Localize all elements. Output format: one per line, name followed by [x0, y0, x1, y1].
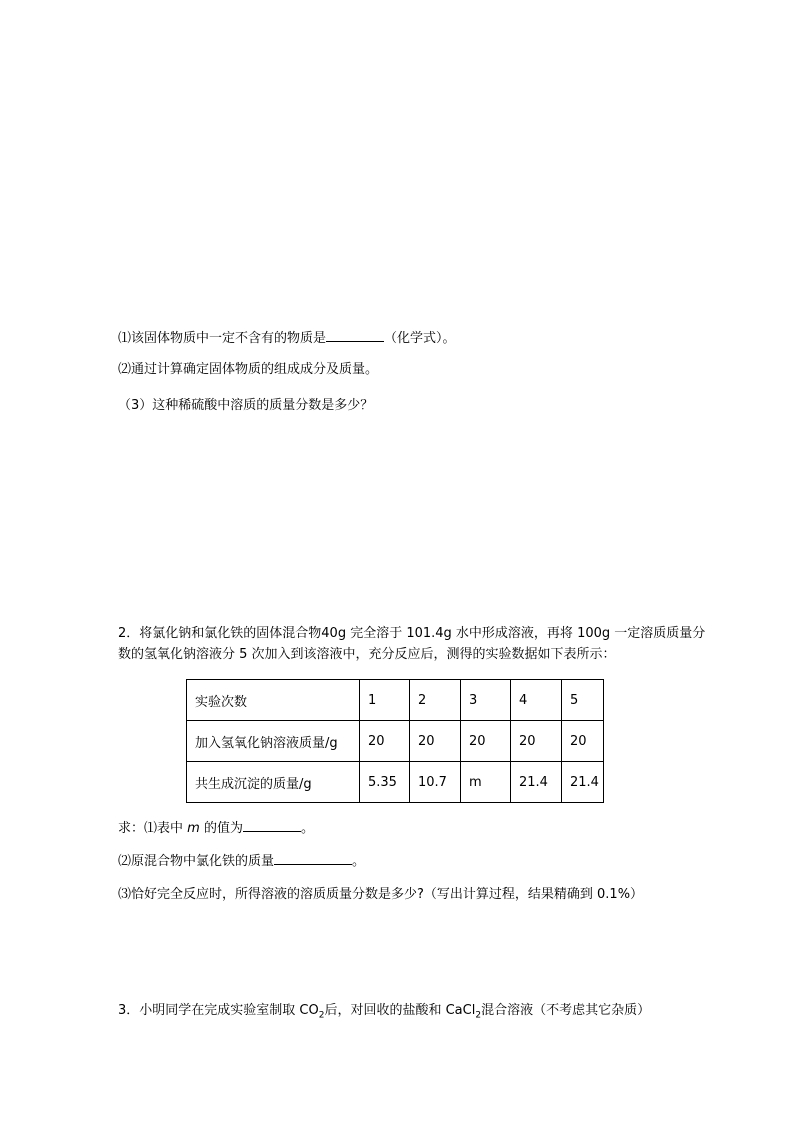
- table-row: [187, 680, 604, 721]
- question-1-part-3: （3）这种稀硫酸中溶质的质量分数是多少？: [118, 398, 374, 413]
- table-cell: 实验次数: [187, 680, 360, 721]
- table-cell: 2: [410, 680, 461, 721]
- question-2-intro-line-1: 2．将氯化钠和氯化铁的固体混合物40g 完全溶于 101.4g 水中形成溶液，再将 100g 一定溶质质量分: [118, 626, 706, 641]
- q3-subscript: 2: [475, 1010, 482, 1021]
- table-cell: 5: [562, 680, 604, 721]
- table-cell: 20: [511, 721, 562, 762]
- table-cell: 20: [360, 721, 410, 762]
- q3-text-mid: 后，对回收的盐酸和 CaCl: [324, 1003, 476, 1018]
- table-cell: 3: [461, 680, 511, 721]
- table-cell: 20: [410, 721, 461, 762]
- table-row: [187, 762, 604, 803]
- table-cell: 1: [360, 680, 410, 721]
- sub-2-text: ⑵原混合物中氯化铁的质量: [118, 854, 275, 869]
- table-cell: 加入氢氧化钠溶液质量/g: [187, 721, 360, 762]
- table-cell: 4: [511, 680, 562, 721]
- part-1-suffix: （化学式）。: [384, 331, 456, 346]
- table-row: [187, 721, 604, 762]
- table-cell: 21.4: [562, 762, 604, 803]
- sub-2-suffix: 。: [352, 854, 366, 869]
- table-cell: 20: [461, 721, 511, 762]
- experiment-data-table: [186, 679, 604, 803]
- question-2-sub-3: ⑶恰好完全反应时，所得溶液的溶质质量分数是多少?（写出计算过程，结果精确到 0.1%）: [118, 887, 644, 902]
- answer-blank[interactable]: [326, 327, 384, 342]
- table-cell: 共生成沉淀的质量/g: [187, 762, 360, 803]
- question-2-intro-line-2: 数的氢氧化钠溶液分 5 次加入到该溶液中，充分反应后，测得的实验数据如下表所示：: [118, 647, 616, 662]
- question-3-intro: [118, 1002, 650, 1025]
- question-2-sub-1: [118, 817, 314, 838]
- sub-1-text: 求：⑴表中: [118, 821, 188, 836]
- q3-text: 3．小明同学在完成实验室制取 CO: [118, 1003, 319, 1018]
- table-cell: m: [461, 762, 511, 803]
- table-cell: 20: [562, 721, 604, 762]
- question-1-part-1: [118, 327, 456, 348]
- table-cell: 21.4: [511, 762, 562, 803]
- sub-1-text-mid: 的值为: [199, 821, 243, 836]
- answer-blank[interactable]: [274, 850, 352, 865]
- table-cell: 5.35: [360, 762, 410, 803]
- question-1-part-2: ⑵通过计算确定固体物质的组成成分及质量。: [118, 362, 379, 377]
- part-1-text: ⑴该固体物质中一定不含有的物质是: [118, 331, 327, 346]
- q3-text-end: 混合溶液（不考虑其它杂质）: [481, 1003, 651, 1018]
- q3-subscript: 2: [318, 1010, 325, 1021]
- answer-blank[interactable]: [243, 817, 301, 832]
- question-2-sub-2: [118, 850, 365, 871]
- table-cell: 10.7: [410, 762, 461, 803]
- sub-1-suffix: 。: [300, 821, 314, 836]
- variable-m: m: [187, 821, 200, 836]
